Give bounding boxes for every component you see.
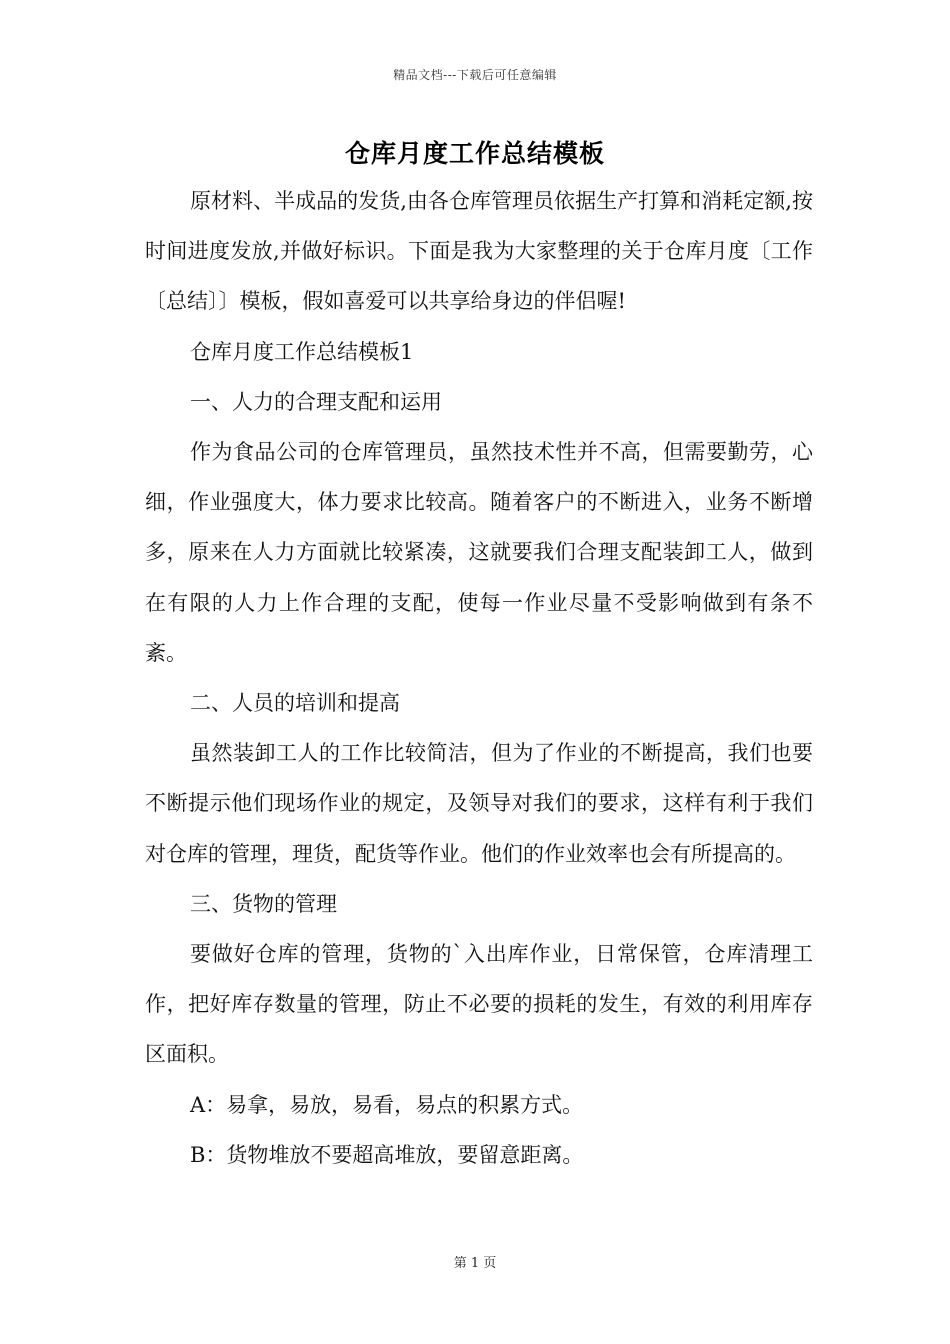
intro-paragraph: 原材料、半成品的发货,由各仓库管理员依据生产打算和消耗定额,按时间进度发放,并做好标识。下面是我为大家整理的关于仓库月度〔工作〔总结〕〕模板，假如喜爱可以共享给身边的伴侣喔! [145, 189, 813, 314]
template-heading: 仓库月度工作总结模板1 [190, 339, 414, 364]
section-heading-3: 三、货物的管理 [190, 891, 337, 916]
section-heading-1: 一、人力的合理支配和运用 [190, 389, 442, 414]
list-item-a: A：易拿，易放，易看，易点的积累方式。 [190, 1092, 584, 1117]
document-title: 仓库月度工作总结模板 [344, 139, 605, 168]
document-body [145, 176, 813, 1180]
page-number: 第 1 页 [453, 1256, 497, 1271]
section-paragraph-2: 虽然装卸工人的工作比较简洁，但为了作业的不断提高，我们也要不断提示他们现场作业的规定，及领导对我们的要求，这样有利于我们对仓库的管理，理货，配货等作业。他们的作业效率也会有所提高的。 [145, 741, 813, 866]
page-header: 精品文档---下载后可任意编辑 [393, 68, 557, 82]
section-paragraph-1: 作为食品公司的仓库管理员，虽然技术性并不高，但需要勤劳，心细，作业强度大，体力要求比较高。随着客户的不断进入，业务不断增多，原来在人力方面就比较紧凑，这就要我们合理支配装卸工人，做到在有限的人力上作合理的支配，使每一作业尽量不受影响做到有条不紊。 [145, 440, 813, 665]
section-heading-2: 二、人员的培训和提高 [190, 691, 400, 716]
list-item-b: B：货物堆放不要超高堆放，要留意距离。 [190, 1142, 584, 1167]
section-paragraph-3: 要做好仓库的管理，货物的`入出库作业，日常保管，仓库清理工作，把好库存数量的管理，防止不必要的损耗的发生，有效的利用库存区面积。 [145, 942, 813, 1067]
